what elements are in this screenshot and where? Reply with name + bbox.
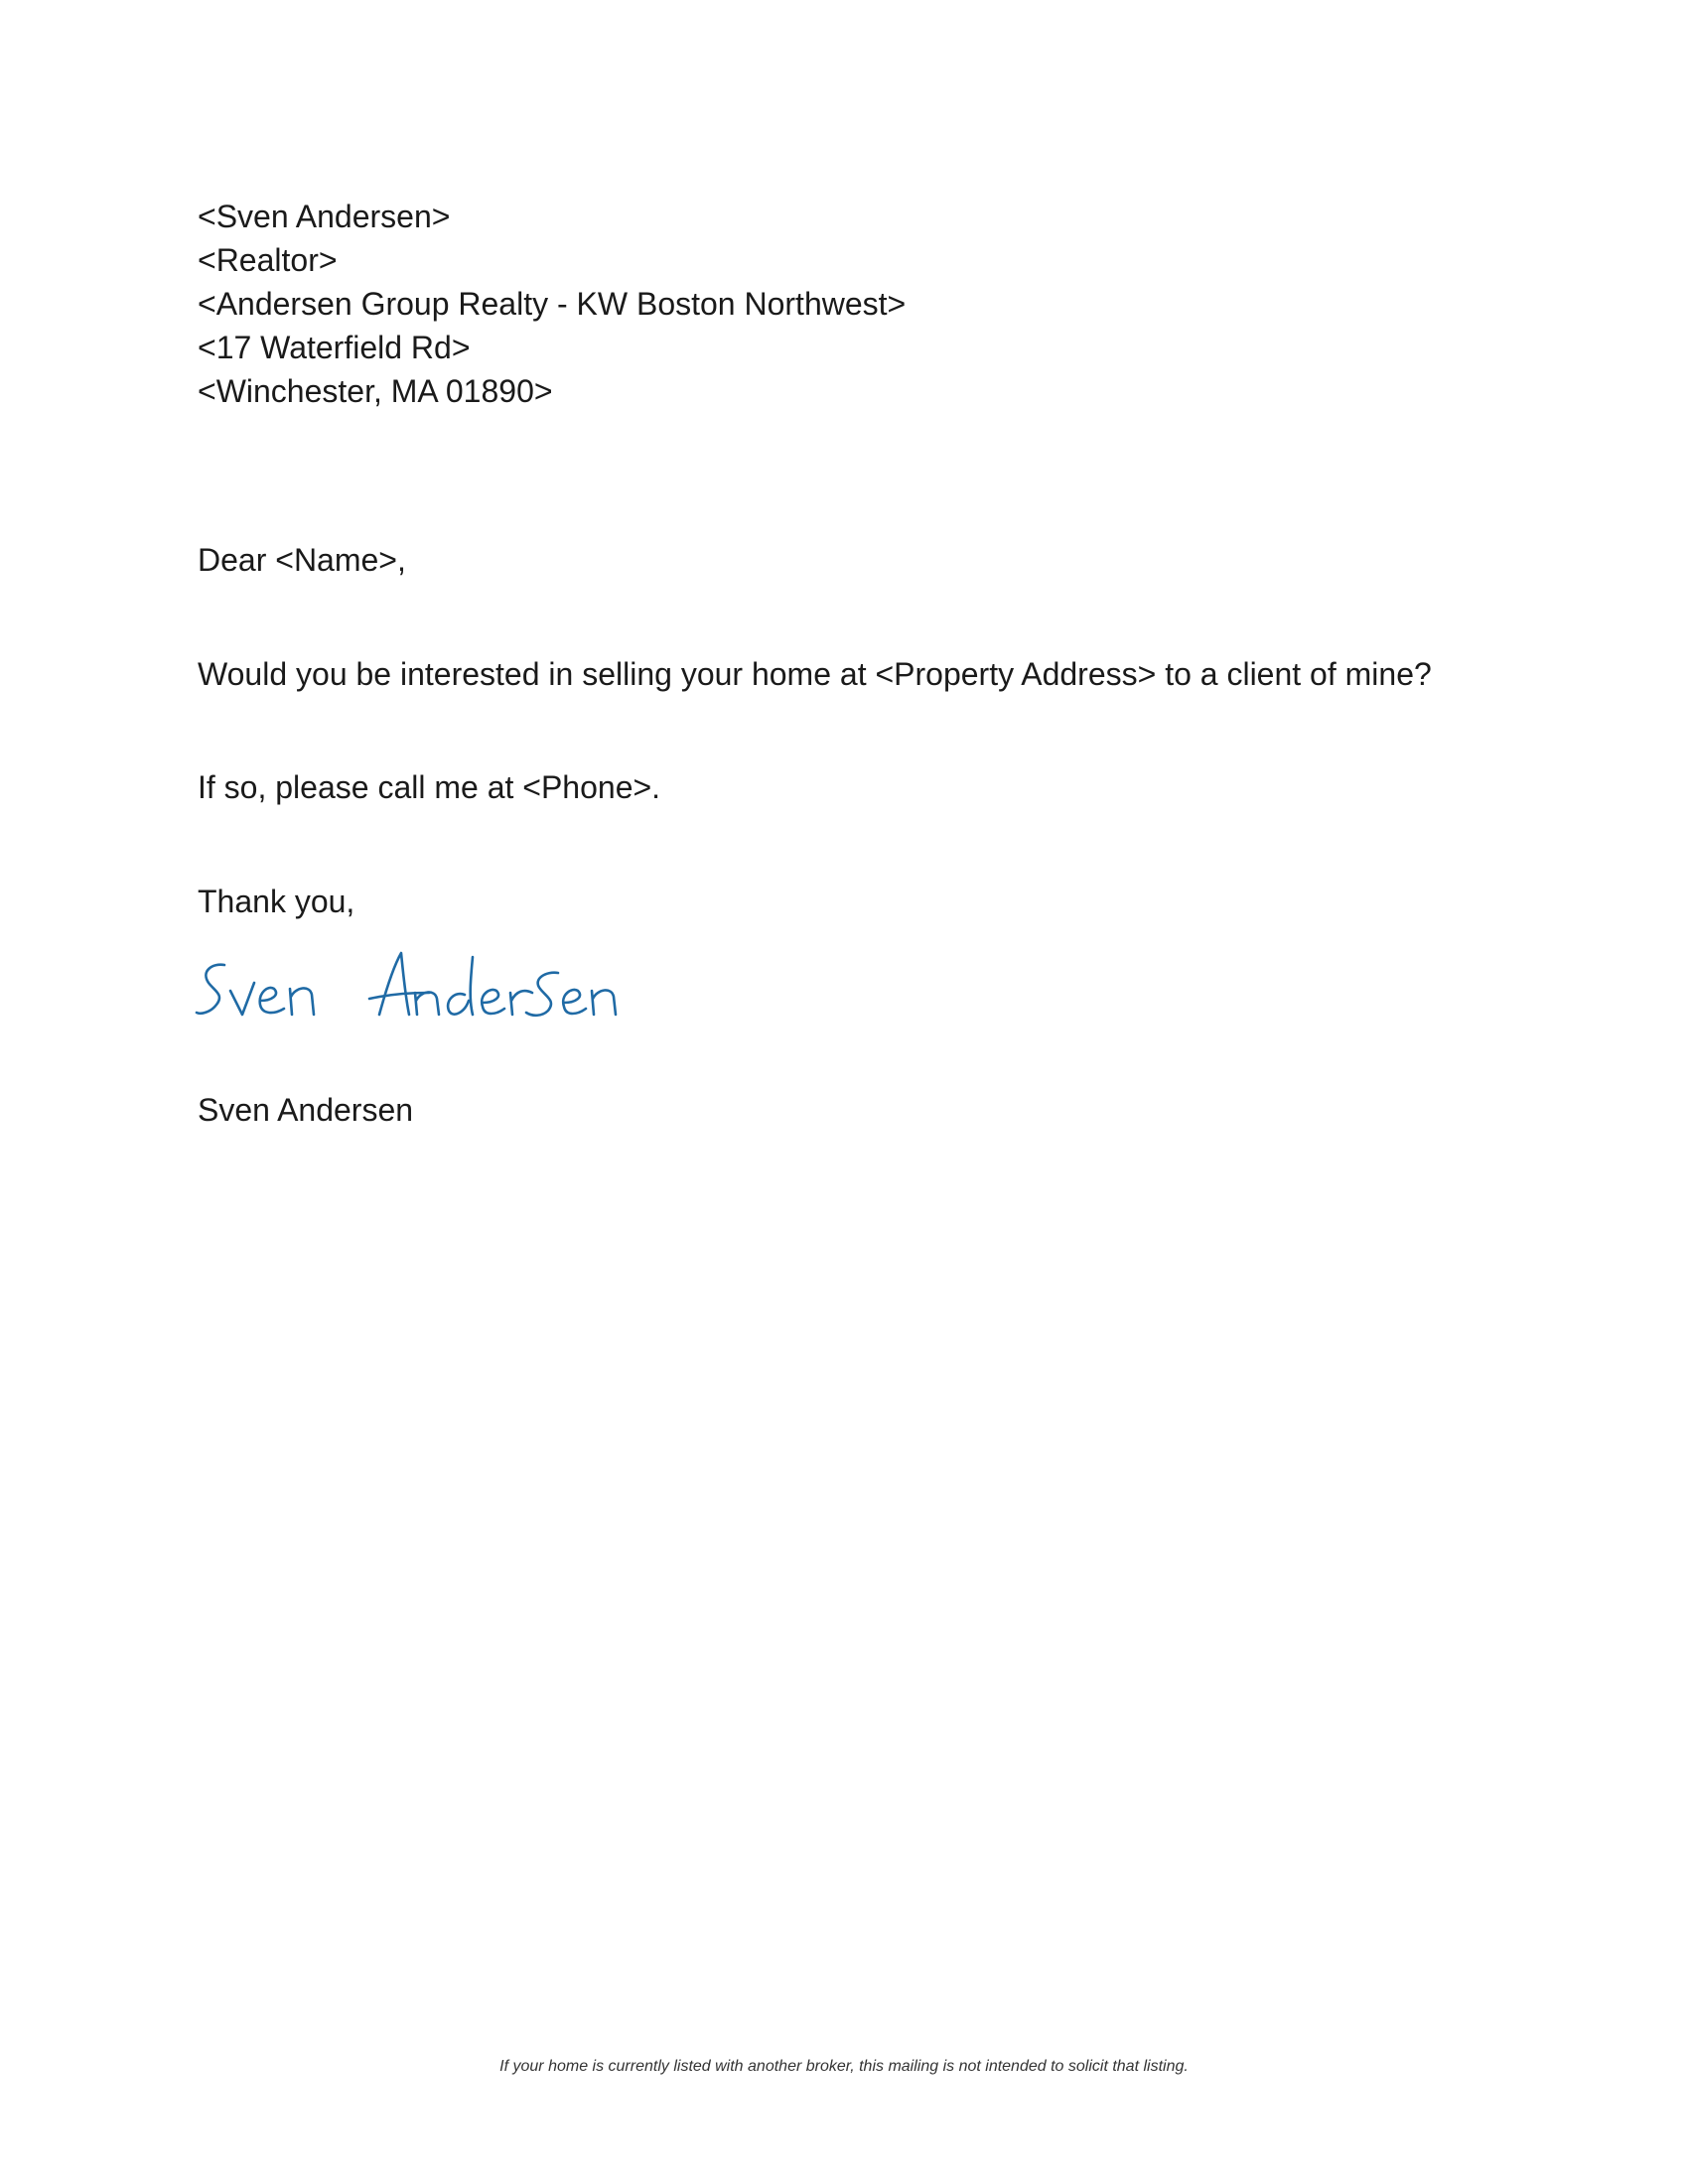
sender-city-state-zip: <Winchester, MA 01890> [198, 373, 553, 409]
sender-street: <17 Waterfield Rd> [198, 330, 471, 365]
body-paragraph: If so, please call me at <Phone>. [198, 769, 661, 805]
sender-name: <Sven Andersen> [198, 199, 451, 234]
sender-title: <Realtor> [198, 242, 338, 278]
footer-disclaimer: If your home is currently listed with another broker, this mailing is not intended to solicit that listing. [499, 2058, 1189, 2075]
closing: Thank you, [198, 884, 355, 919]
sender-company: <Andersen Group Realty - KW Boston Northwest> [198, 286, 907, 322]
handwritten-signature [195, 943, 671, 1042]
sender-address-block [198, 195, 906, 413]
signer-name: Sven Andersen [198, 1092, 414, 1128]
body-paragraph: Would you be interested in selling your home at <Property Address> to a client of mine? [198, 656, 1432, 692]
salutation: Dear <Name>, [198, 542, 406, 578]
